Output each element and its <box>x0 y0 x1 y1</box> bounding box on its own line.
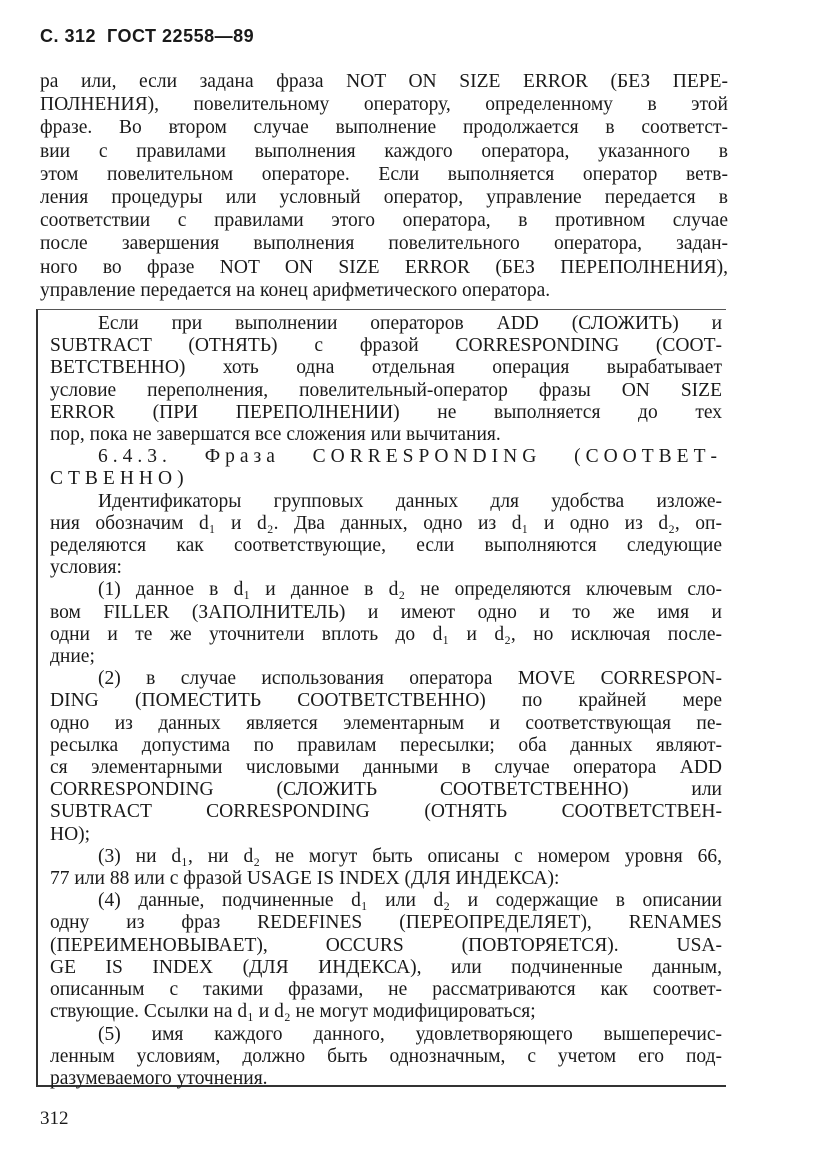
intro-paragraph <box>40 70 728 302</box>
text-line: СТВЕННО) <box>50 468 189 490</box>
text-line: (ПЕРЕИМЕНОВЫВАЕТ), OCCURS (ПОВТОРЯЕТСЯ). USA- <box>50 934 722 956</box>
text-line: ления процедуры или условный оператор, управление передается в <box>40 187 728 209</box>
text-line: вом FILLER (ЗАПОЛНИТЕЛЬ) и имеют одно и то же имя и <box>50 601 722 623</box>
text-line: одно из данных является элементарным и соответствующая пе- <box>50 712 722 734</box>
text-line: описанным с такими фразами, не рассматриваются как соответ- <box>50 979 722 1001</box>
text-line: Идентификаторы групповых данных для удобства изложе- <box>98 490 722 512</box>
text-line: ресылка допустима по правилам пересылки; оба данных являют- <box>50 734 722 756</box>
text-line: GE IS INDEX (ДЛЯ ИНДЕКСА), или подчиненные данным, <box>50 956 722 978</box>
text-line: (4) данные, подчиненные d₁ или d₂ и содержащие в описании <box>98 890 722 912</box>
text-line: соответствии с правилами этого оператора, в противном случае <box>40 210 728 232</box>
text-line: CORRESPONDING (СЛОЖИТЬ СООТВЕТСТВЕННО) или <box>50 779 722 801</box>
page-header: С. 312 ГОСТ 22558—89 <box>40 26 255 46</box>
text-line: ERROR (ПРИ ПЕРЕПОЛНЕНИИ) не выполняется до тех <box>50 401 722 423</box>
text-line: ра или, если задана фраза NOT ON SIZE ERROR (БЕЗ ПЕРЕ- <box>40 71 728 92</box>
text-line: пор, пока не завершатся все сложения или вычитания. <box>50 424 501 446</box>
text-line: ределяются как соответствующие, если выполняются следующие <box>50 535 722 557</box>
text-line: (1) данное в d₁ и данное в d₂ не определяются ключевым сло- <box>98 579 722 601</box>
text-line: (2) в случае использования оператора MOVE CORRESPON- <box>98 668 722 690</box>
text-line: 77 или 88 или с фразой USAGE IS INDEX (ДЛЯ ИНДЕКСА): <box>50 868 560 890</box>
text-line: НО); <box>50 823 91 845</box>
text-line: Если при выполнении операторов ADD (СЛОЖИТЬ) и <box>98 313 722 334</box>
text-line: SUBTRACT CORRESPONDING (ОТНЯТЬ СООТВЕТСТВЕН- <box>50 801 722 823</box>
page-number: 312 <box>40 1108 69 1129</box>
text-line: одни и те же уточнители вплоть до d₁ и d₂, но исключая после- <box>50 623 722 645</box>
text-line: SUBTRACT (ОТНЯТЬ) с фразой CORRESPONDING (СООТ- <box>50 335 722 357</box>
text-line: разумеваемого уточнения. <box>50 1067 268 1089</box>
text-line: управление передается на конец арифметического оператора. <box>40 279 551 301</box>
text-line: DING (ПОМЕСТИТЬ СООТВЕТСТВЕННО) по крайней мере <box>50 690 722 712</box>
text-line: одну из фраз REDEFINES (ПЕРЕОПРЕДЕЛЯЕТ), RENAMES <box>50 912 722 934</box>
text-line: ного во фразе NOT ON SIZE ERROR (БЕЗ ПЕРЕПОЛНЕНИЯ), <box>40 256 728 278</box>
text-line: условие переполнения, повелительный-оператор фразы ON SIZE <box>50 379 722 401</box>
text-line: (3) ни d₁, ни d₂ не могут быть описаны с номером уровня 66, <box>98 845 722 867</box>
text-line: ПОЛНЕНИЯ), повелительному оператору, определенному в этой <box>40 94 728 116</box>
text-line: (5) имя каждого данного, удовлетворяющего вышеперечис- <box>98 1023 722 1045</box>
text-line: ния обозначим d₁ и d₂. Два данных, одно из d₁ и одно из d₂, оп- <box>50 512 722 534</box>
text-line: этом повелительном операторе. Если выполняется оператор ветв- <box>40 163 728 185</box>
framed-section <box>36 309 726 1087</box>
text-line: условия: <box>50 557 122 579</box>
text-line: ВЕТСТВЕННО) хоть одна отдельная операция вырабатывает <box>50 357 722 379</box>
text-line: ленным условиям, должно быть однозначным, с учетом его под- <box>50 1045 722 1067</box>
text-line: 6.4.3. Фраза CORRESPONDING (СООТВЕТ- <box>98 446 722 468</box>
text-line: вии с правилами выполнения каждого оператора, указанного в <box>40 140 728 162</box>
text-line: фразе. Во втором случае выполнение продолжается в соответст- <box>40 117 728 139</box>
text-line: после завершения выполнения повелительного оператора, задан- <box>40 233 728 255</box>
text-line: ся элементарными числовыми данными в случае оператора ADD <box>50 757 722 779</box>
framed-section-text <box>50 313 722 1090</box>
text-line: ствующие. Ссылки на d₁ и d₂ не могут модифицироваться; <box>50 1001 536 1023</box>
text-line: дние; <box>50 646 95 668</box>
